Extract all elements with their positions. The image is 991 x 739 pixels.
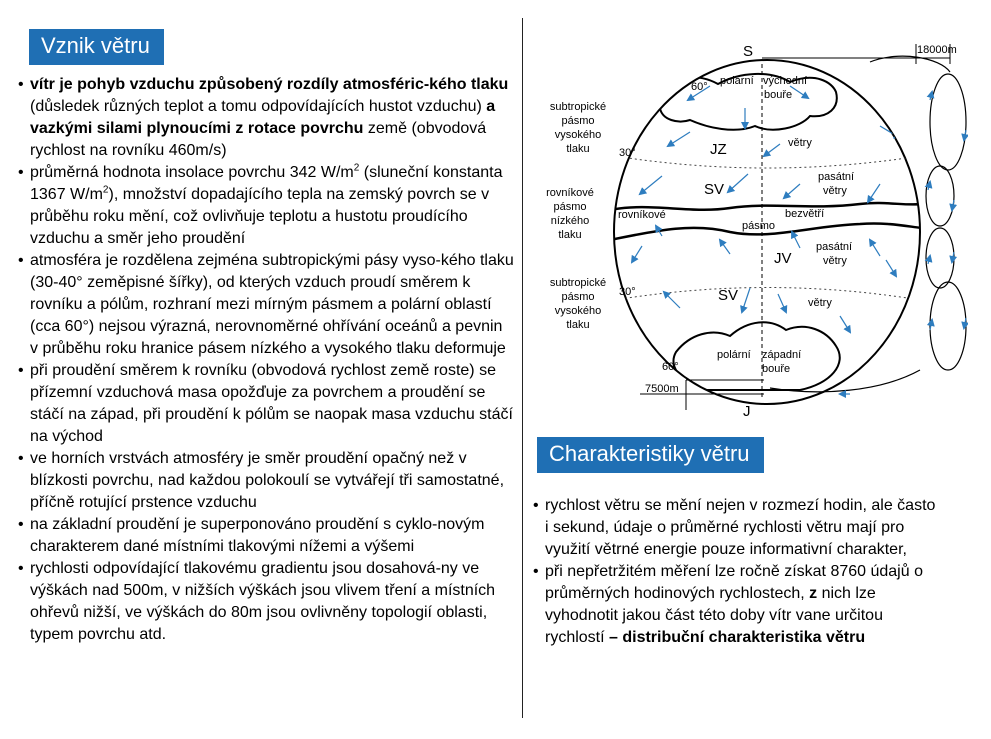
text-run: ve horních vrstvách atmosféry je směr proudění opačný než v blízkosti povrchu, nad každou polokoulí se vytvářejí tři samostatné, příčně rotující prstence vzduchu [30, 450, 505, 511]
bold-text: a vazkými silami plynoucími z rotace povrchu [30, 98, 496, 137]
polar-west-1: polární [717, 349, 751, 361]
text-run: nich lze vyhodnotit jakou část této doby vítr vane určitou rychlostí [545, 585, 883, 646]
bullet-item [533, 561, 943, 649]
bold-text: vítr je pohyb vzduchu způsobený rozdíly atmosféric-kého tlaku [30, 76, 509, 93]
text-run: země (obvodová rychlost na rovníku 460m/s) [30, 120, 487, 159]
vznik-vetru-heading: Vznik větru [29, 29, 164, 65]
svg-text:tlaku: tlaku [566, 143, 590, 155]
bold-text: z [809, 585, 818, 602]
lat-60n-label: 60° [691, 81, 708, 93]
pasatni-south-1: pasátní [816, 241, 853, 253]
text-run: rychlost větru se mění nejen v rozmezí hodin, ale často i sekund, údaje o průměrné rychlosti větru mají pro využití větrné energie pouze informativní charakter, [545, 497, 936, 558]
polar-east-2: východní [763, 75, 808, 87]
polar-east-1: polární [720, 75, 754, 87]
column-divider [522, 18, 523, 718]
zone-sv-south: SV [718, 287, 739, 304]
svg-text:nízkého: nízkého [550, 215, 590, 227]
text-run: na základní proudění je superponováno proudění s cyklo-novým charakterem dané místními tlakovými nížemi a výšemi [30, 516, 485, 555]
equator-low-label [546, 187, 594, 241]
svg-text:pásmo: pásmo [553, 201, 587, 213]
charakteristiky-vetru-heading: Charakteristiky větru [537, 437, 764, 473]
pasmo-label: pásmo [742, 220, 776, 232]
bullet-item [18, 250, 514, 360]
north-pole-label: S [743, 43, 754, 60]
zone-sv-north: SV [704, 181, 725, 198]
vetry-north: větry [788, 137, 812, 149]
lat-30s-line [615, 288, 920, 301]
height-7500-label: 7500m [645, 383, 679, 395]
south-pole-label: J [743, 403, 751, 420]
svg-text:vysokého: vysokého [554, 129, 602, 141]
svg-text:rovníkové: rovníkové [546, 187, 594, 199]
bullet-item [18, 514, 514, 558]
bullet-item [18, 360, 514, 448]
svg-text:tlaku: tlaku [566, 319, 590, 331]
bullet-item [18, 558, 514, 646]
svg-text:subtropické: subtropické [549, 101, 607, 113]
text-run: (důsledek různých teplot a tomu odpovídajících hustot vzduchu) [30, 98, 487, 115]
global-wind-diagram [528, 36, 968, 420]
text-run: atmosféra je rozdělena zejména subtropickými pásy vyso-kého tlaku (30-40° zeměpisné šířky), od kterých vzduch proudí směrem k rovníku a pólům, rozhraní mezi mírným pásmem a polární oblastí (cca 60°) nejsou výrazná, nerovnoměrné ohřívání oceánů a pevnin v průběhu roku hranice pásem nízkého a vysokého tlaku deformuje [30, 252, 514, 357]
cell-arrows [840, 92, 966, 394]
svg-text:pásmo: pásmo [561, 115, 595, 127]
lat-30s-label: 30° [619, 286, 636, 298]
text-run: průměrná hodnota insolace povrchu 342 W/m [30, 164, 354, 181]
svg-text:tlaku: tlaku [558, 229, 582, 241]
svg-text:pásmo: pásmo [561, 291, 595, 303]
pasatni-north-1: pasátní [818, 171, 855, 183]
subtrop-s-label [550, 277, 606, 331]
bullet-item [18, 74, 514, 162]
subtrop-n-label [550, 101, 606, 155]
vznik-vetru-list [18, 74, 514, 646]
zone-jv: JV [774, 250, 792, 267]
bezvetri-label: bezvětří [785, 208, 825, 220]
lat-30n-line [615, 156, 920, 168]
text-run: při proudění směrem k rovníku (obvodová rychlost země roste) se přízemní vzduchová masa opožďuje za povrchem a proudění se stáčí na západ, při proudění k pólům se naopak masa vzduchu stáčí na východ [30, 362, 513, 445]
bullet-item [18, 162, 514, 250]
polar-west-2: západní [762, 349, 802, 361]
svg-text:subtropické: subtropické [549, 277, 607, 289]
pasatni-south-2: větry [823, 255, 847, 267]
superscript: 2 [353, 162, 360, 174]
superscript: 2 [102, 184, 109, 196]
polar-west-3: bouře [762, 363, 791, 375]
charakteristiky-list [533, 495, 943, 649]
text-run: ), množství dopadajícího tepla na zemský povrch se v průběhu roku mění, což ovlivňuje teplotu a hustotu proudícího vzduchu a směr jeho proudění [30, 186, 490, 247]
text-run: (sluneční konstanta 1367 W/m [30, 164, 503, 203]
text-run: při nepřetržitém měření lze ročně získat 8760 údajů o průměrných hodinových rychlostech, [545, 563, 923, 602]
bold-text: – distribuční charakteristika větru [609, 629, 866, 646]
pasatni-north-2: větry [823, 185, 847, 197]
bullet-item [18, 448, 514, 514]
lat-60s-label: 60° [662, 361, 679, 373]
polar-east-3: bouře [764, 89, 793, 101]
height-18000-label: 18000m [917, 44, 957, 56]
rovnikove-label: rovníkové [618, 209, 666, 221]
bullet-item [533, 495, 943, 561]
text-run: rychlosti odpovídající tlakovému gradientu jsou dosahová-ny ve výškách nad 500m, v nižších výškách jsou vlivem tření a místních ohřevů nižší, ve výškách do 80m jsou ovlivněny topologií oblasti, typem povrchu atd. [30, 560, 496, 643]
svg-text:vysokého: vysokého [554, 305, 602, 317]
vetry-south: větry [808, 297, 832, 309]
zone-jz: JZ [710, 141, 727, 158]
lat-30n-label: 30° [619, 147, 636, 159]
